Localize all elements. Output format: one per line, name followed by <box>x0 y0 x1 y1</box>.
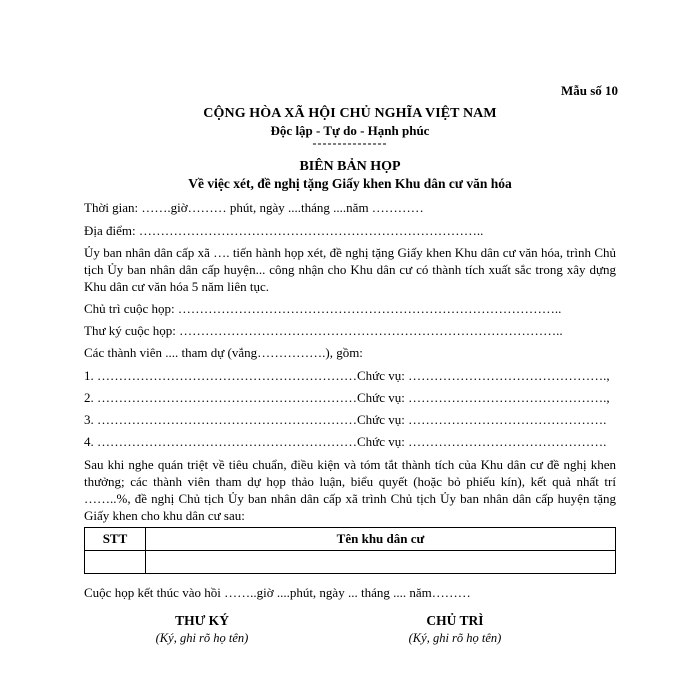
time-field: Thời gian: …….giờ……… phút, ngày ....tháng ....năm ………… <box>84 200 424 215</box>
table-header-row <box>85 528 616 551</box>
national-title: CỘNG HÒA XÃ HỘI CHỦ NGHĨA VIỆT NAM <box>203 106 497 121</box>
member-position-line: Chức vụ: ………………………………………. <box>357 412 607 427</box>
column-header-area-name: Tên khu dân cư <box>146 528 616 551</box>
member-position-line: Chức vụ: ………………………………………., <box>357 390 610 405</box>
location-field: Địa điểm: …………………………………………………………………….. <box>84 223 484 238</box>
members-intro: Các thành viên .... tham dự (vắng…………….), gồm: <box>84 345 363 360</box>
secretary-role: THƯ KÝ <box>175 613 229 628</box>
conclusion-paragraph: Sau khi nghe quán triệt về tiêu chuẩn, điều kiện và tóm tắt thành tích của Khu dân cư đề nghị khen thưởng; các thành viên tham dự họp thảo luận, biểu quyết (hoặc bỏ phiếu kín), kết quả nhất trí ……..%, đề nghị Chủ tịch Ủy ban nhân dân cấp xã trình Chủ tịch Ủy ban nhân dân cấp huyện tặng Giấy khen cho khu dân cư sau: <box>84 457 616 523</box>
member-name-line: 2. …………………………………………………… <box>84 390 357 405</box>
column-header-stt: STT <box>85 528 146 551</box>
document-subtitle: Về việc xét, đề nghị tặng Giấy khen Khu dân cư văn hóa <box>188 176 512 191</box>
table-cell-area-name <box>146 551 616 574</box>
chair-sign-note: (Ký, ghi rõ họ tên) <box>408 631 502 645</box>
form-number: Mẫu số 10 <box>560 83 618 98</box>
chair-field: Chủ trì cuộc họp: …………………………………………………………………………….. <box>84 301 562 316</box>
table-row <box>85 551 616 574</box>
secretary-sign-note: (Ký, ghi rõ họ tên) <box>155 631 249 645</box>
document-title: BIÊN BẢN HỌP <box>299 159 401 174</box>
secretary-signature-block <box>112 613 292 646</box>
national-motto: Độc lập - Tự do - Hạnh phúc <box>270 123 430 138</box>
intro-paragraph: Ủy ban nhân dân cấp xã …. tiến hành họp xét, đề nghị tặng Giấy khen Khu dân cư văn hóa, trình Chủ tịch Ủy ban nhân dân cấp huyện... công nhận cho Khu dân cư có thành tích xuất sắc trong xây dựng Khu dân cư văn hóa 5 năm liên tục. <box>84 245 616 294</box>
secretary-field: Thư ký cuộc họp: …………………………………………………………………………….. <box>84 323 563 338</box>
member-row <box>84 412 607 428</box>
member-position-line: Chức vụ: ………………………………………., <box>357 368 610 383</box>
member-row <box>84 434 607 450</box>
member-name-line: 4. …………………………………………………… <box>84 434 357 449</box>
member-name-line: 1. …………………………………………………… <box>84 368 357 383</box>
member-row <box>84 390 610 406</box>
member-position-line: Chức vụ: ………………………………………. <box>357 434 607 449</box>
member-name-line: 3. …………………………………………………… <box>84 412 357 427</box>
table-cell-stt <box>85 551 146 574</box>
residential-area-table <box>84 527 616 574</box>
member-row <box>84 368 610 384</box>
chair-role: CHỦ TRÌ <box>426 613 484 628</box>
closing-line: Cuộc họp kết thúc vào hồi ……..giờ ....phút, ngày ... tháng .... năm……… <box>84 585 471 600</box>
chair-signature-block <box>365 613 545 646</box>
header-divider: --------------- <box>312 136 388 150</box>
